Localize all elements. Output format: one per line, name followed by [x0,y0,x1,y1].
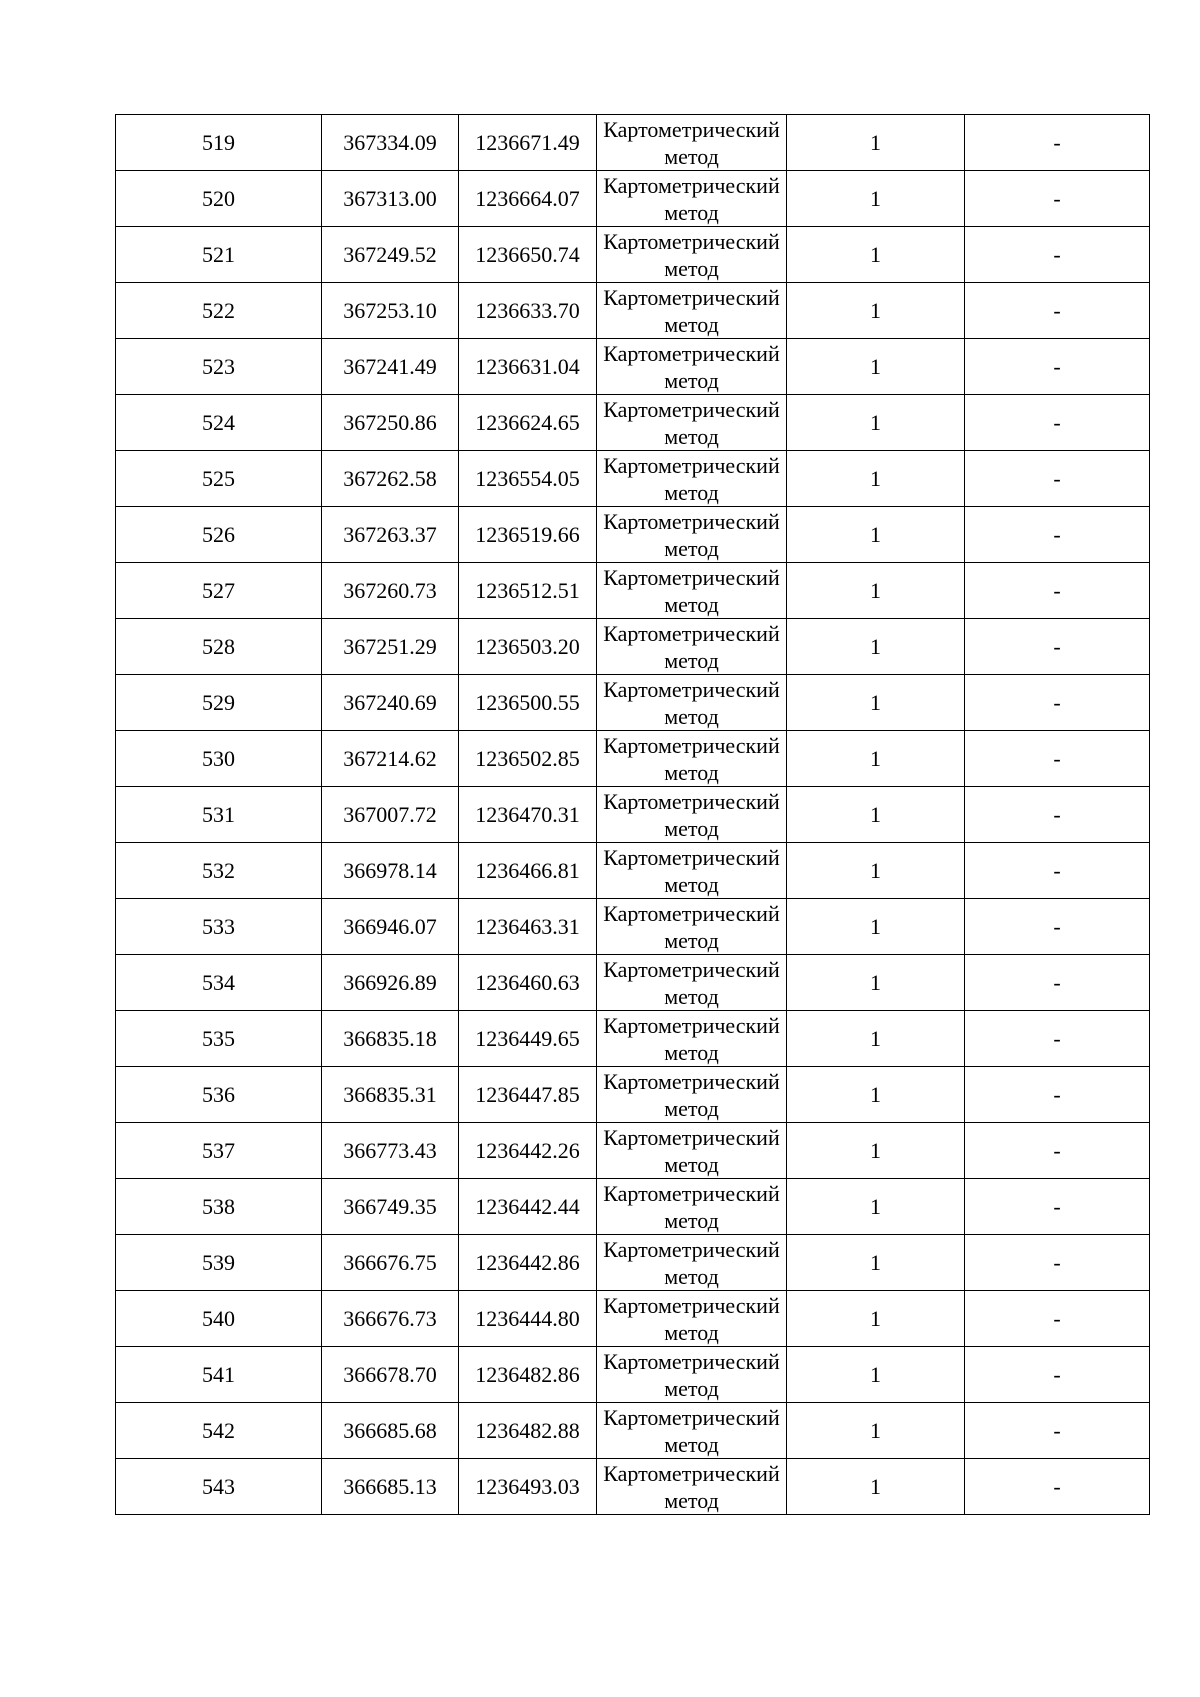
x-coordinate-cell: 366676.73 [322,1291,459,1347]
point-number-cell: 538 [116,1179,322,1235]
method-text: Картометрический метод [603,1124,780,1177]
y-coordinate-cell: 1236442.86 [459,1235,597,1291]
point-number-cell: 541 [116,1347,322,1403]
method-text: Картометрический метод [603,620,780,673]
point-number-cell: 521 [116,227,322,283]
table-row [116,563,1150,619]
table-row [116,395,1150,451]
table-row [116,1235,1150,1291]
point-number-cell: 531 [116,787,322,843]
description-cell: - [965,1067,1150,1123]
table-row [116,339,1150,395]
method-cell [597,619,787,675]
description-cell: - [965,451,1150,507]
method-cell [597,787,787,843]
x-coordinate-cell: 367214.62 [322,731,459,787]
method-text: Картометрический метод [603,228,780,281]
method-cell [597,1011,787,1067]
table-row [116,675,1150,731]
x-coordinate-cell: 366835.31 [322,1067,459,1123]
table-row [116,1179,1150,1235]
accuracy-cell: 1 [787,283,965,339]
y-coordinate-cell: 1236470.31 [459,787,597,843]
description-cell: - [965,1179,1150,1235]
method-text: Картометрический метод [603,1292,780,1345]
accuracy-cell: 1 [787,619,965,675]
table-row [116,171,1150,227]
description-cell: - [965,1011,1150,1067]
y-coordinate-cell: 1236500.55 [459,675,597,731]
method-text: Картометрический метод [603,1068,780,1121]
method-cell [597,1235,787,1291]
y-coordinate-cell: 1236671.49 [459,115,597,171]
accuracy-cell: 1 [787,675,965,731]
table-row [116,1347,1150,1403]
y-coordinate-cell: 1236447.85 [459,1067,597,1123]
y-coordinate-cell: 1236442.26 [459,1123,597,1179]
table-row [116,731,1150,787]
description-cell: - [965,1347,1150,1403]
description-cell: - [965,395,1150,451]
description-cell: - [965,731,1150,787]
accuracy-cell: 1 [787,843,965,899]
accuracy-cell: 1 [787,1067,965,1123]
x-coordinate-cell: 366946.07 [322,899,459,955]
y-coordinate-cell: 1236444.80 [459,1291,597,1347]
method-text: Картометрический метод [603,788,780,841]
accuracy-cell: 1 [787,339,965,395]
table-row [116,787,1150,843]
point-number-cell: 534 [116,955,322,1011]
description-cell: - [965,283,1150,339]
accuracy-cell: 1 [787,115,965,171]
method-cell [597,171,787,227]
description-cell: - [965,507,1150,563]
x-coordinate-cell: 366835.18 [322,1011,459,1067]
point-number-cell: 526 [116,507,322,563]
point-number-cell: 533 [116,899,322,955]
table-row [116,955,1150,1011]
point-number-cell: 537 [116,1123,322,1179]
point-number-cell: 529 [116,675,322,731]
method-text: Картометрический метод [603,1012,780,1065]
method-text: Картометрический метод [603,1236,780,1289]
accuracy-cell: 1 [787,1011,965,1067]
description-cell: - [965,1123,1150,1179]
point-number-cell: 530 [116,731,322,787]
y-coordinate-cell: 1236482.86 [459,1347,597,1403]
method-text: Картометрический метод [603,396,780,449]
x-coordinate-cell: 367007.72 [322,787,459,843]
description-cell: - [965,1459,1150,1515]
point-number-cell: 519 [116,115,322,171]
x-coordinate-cell: 366978.14 [322,843,459,899]
y-coordinate-cell: 1236633.70 [459,283,597,339]
method-text: Картометрический метод [603,564,780,617]
accuracy-cell: 1 [787,1459,965,1515]
description-cell: - [965,1291,1150,1347]
method-text: Картометрический метод [603,1404,780,1457]
x-coordinate-cell: 366685.13 [322,1459,459,1515]
table-row [116,1291,1150,1347]
point-number-cell: 543 [116,1459,322,1515]
table-row [116,115,1150,171]
y-coordinate-cell: 1236449.65 [459,1011,597,1067]
description-cell: - [965,675,1150,731]
method-text: Картометрический метод [603,1460,780,1513]
accuracy-cell: 1 [787,1347,965,1403]
point-number-cell: 542 [116,1403,322,1459]
y-coordinate-cell: 1236493.03 [459,1459,597,1515]
description-cell: - [965,227,1150,283]
x-coordinate-cell: 367263.37 [322,507,459,563]
method-text: Картометрический метод [603,676,780,729]
description-cell: - [965,1235,1150,1291]
accuracy-cell: 1 [787,563,965,619]
method-cell [597,395,787,451]
method-cell [597,1459,787,1515]
method-cell [597,283,787,339]
method-cell [597,451,787,507]
method-text: Картометрический метод [603,900,780,953]
method-cell [597,227,787,283]
table-body [116,115,1150,1515]
accuracy-cell: 1 [787,507,965,563]
x-coordinate-cell: 367240.69 [322,675,459,731]
method-text: Картометрический метод [603,284,780,337]
method-text: Картометрический метод [603,844,780,897]
x-coordinate-cell: 367260.73 [322,563,459,619]
y-coordinate-cell: 1236503.20 [459,619,597,675]
y-coordinate-cell: 1236624.65 [459,395,597,451]
method-text: Картометрический метод [603,1348,780,1401]
method-text: Картометрический метод [603,452,780,505]
accuracy-cell: 1 [787,1291,965,1347]
y-coordinate-cell: 1236664.07 [459,171,597,227]
x-coordinate-cell: 366676.75 [322,1235,459,1291]
x-coordinate-cell: 367334.09 [322,115,459,171]
accuracy-cell: 1 [787,731,965,787]
point-number-cell: 520 [116,171,322,227]
description-cell: - [965,787,1150,843]
method-cell [597,1347,787,1403]
method-cell [597,115,787,171]
description-cell: - [965,619,1150,675]
y-coordinate-cell: 1236519.66 [459,507,597,563]
x-coordinate-cell: 367253.10 [322,283,459,339]
point-number-cell: 523 [116,339,322,395]
method-cell [597,507,787,563]
x-coordinate-cell: 367262.58 [322,451,459,507]
accuracy-cell: 1 [787,451,965,507]
accuracy-cell: 1 [787,395,965,451]
method-cell [597,1403,787,1459]
x-coordinate-cell: 367250.86 [322,395,459,451]
y-coordinate-cell: 1236512.51 [459,563,597,619]
method-text: Картометрический метод [603,1180,780,1233]
table-row [116,899,1150,955]
point-number-cell: 527 [116,563,322,619]
accuracy-cell: 1 [787,1403,965,1459]
point-number-cell: 540 [116,1291,322,1347]
y-coordinate-cell: 1236466.81 [459,843,597,899]
method-cell [597,339,787,395]
y-coordinate-cell: 1236631.04 [459,339,597,395]
x-coordinate-cell: 367241.49 [322,339,459,395]
method-text: Картометрический метод [603,116,780,169]
table-row [116,1123,1150,1179]
description-cell: - [965,339,1150,395]
accuracy-cell: 1 [787,787,965,843]
method-cell [597,843,787,899]
method-text: Картометрический метод [603,340,780,393]
table-row [116,227,1150,283]
method-cell [597,563,787,619]
accuracy-cell: 1 [787,1179,965,1235]
method-text: Картометрический метод [603,732,780,785]
x-coordinate-cell: 366773.43 [322,1123,459,1179]
point-number-cell: 532 [116,843,322,899]
y-coordinate-cell: 1236502.85 [459,731,597,787]
x-coordinate-cell: 367313.00 [322,171,459,227]
table-row [116,507,1150,563]
point-number-cell: 522 [116,283,322,339]
x-coordinate-cell: 367251.29 [322,619,459,675]
point-number-cell: 539 [116,1235,322,1291]
table-row [116,619,1150,675]
method-cell [597,731,787,787]
method-cell [597,675,787,731]
description-cell: - [965,115,1150,171]
accuracy-cell: 1 [787,1235,965,1291]
accuracy-cell: 1 [787,955,965,1011]
table-row [116,283,1150,339]
y-coordinate-cell: 1236482.88 [459,1403,597,1459]
description-cell: - [965,955,1150,1011]
point-number-cell: 535 [116,1011,322,1067]
method-text: Картометрический метод [603,508,780,561]
x-coordinate-cell: 366926.89 [322,955,459,1011]
method-cell [597,1123,787,1179]
accuracy-cell: 1 [787,1123,965,1179]
x-coordinate-cell: 366749.35 [322,1179,459,1235]
table-row [116,843,1150,899]
y-coordinate-cell: 1236460.63 [459,955,597,1011]
method-cell [597,1291,787,1347]
table-row [116,451,1150,507]
method-text: Картометрический метод [603,172,780,225]
x-coordinate-cell: 367249.52 [322,227,459,283]
point-number-cell: 536 [116,1067,322,1123]
table-row [116,1403,1150,1459]
point-number-cell: 525 [116,451,322,507]
accuracy-cell: 1 [787,899,965,955]
method-cell [597,955,787,1011]
coordinates-table [115,114,1150,1515]
table-row [116,1011,1150,1067]
method-cell [597,899,787,955]
description-cell: - [965,899,1150,955]
y-coordinate-cell: 1236463.31 [459,899,597,955]
method-cell [597,1179,787,1235]
method-cell [597,1067,787,1123]
x-coordinate-cell: 366678.70 [322,1347,459,1403]
table-row [116,1067,1150,1123]
accuracy-cell: 1 [787,227,965,283]
method-text: Картометрический метод [603,956,780,1009]
table-row [116,1459,1150,1515]
accuracy-cell: 1 [787,171,965,227]
description-cell: - [965,1403,1150,1459]
description-cell: - [965,843,1150,899]
y-coordinate-cell: 1236442.44 [459,1179,597,1235]
description-cell: - [965,171,1150,227]
description-cell: - [965,563,1150,619]
point-number-cell: 524 [116,395,322,451]
x-coordinate-cell: 366685.68 [322,1403,459,1459]
y-coordinate-cell: 1236650.74 [459,227,597,283]
point-number-cell: 528 [116,619,322,675]
y-coordinate-cell: 1236554.05 [459,451,597,507]
